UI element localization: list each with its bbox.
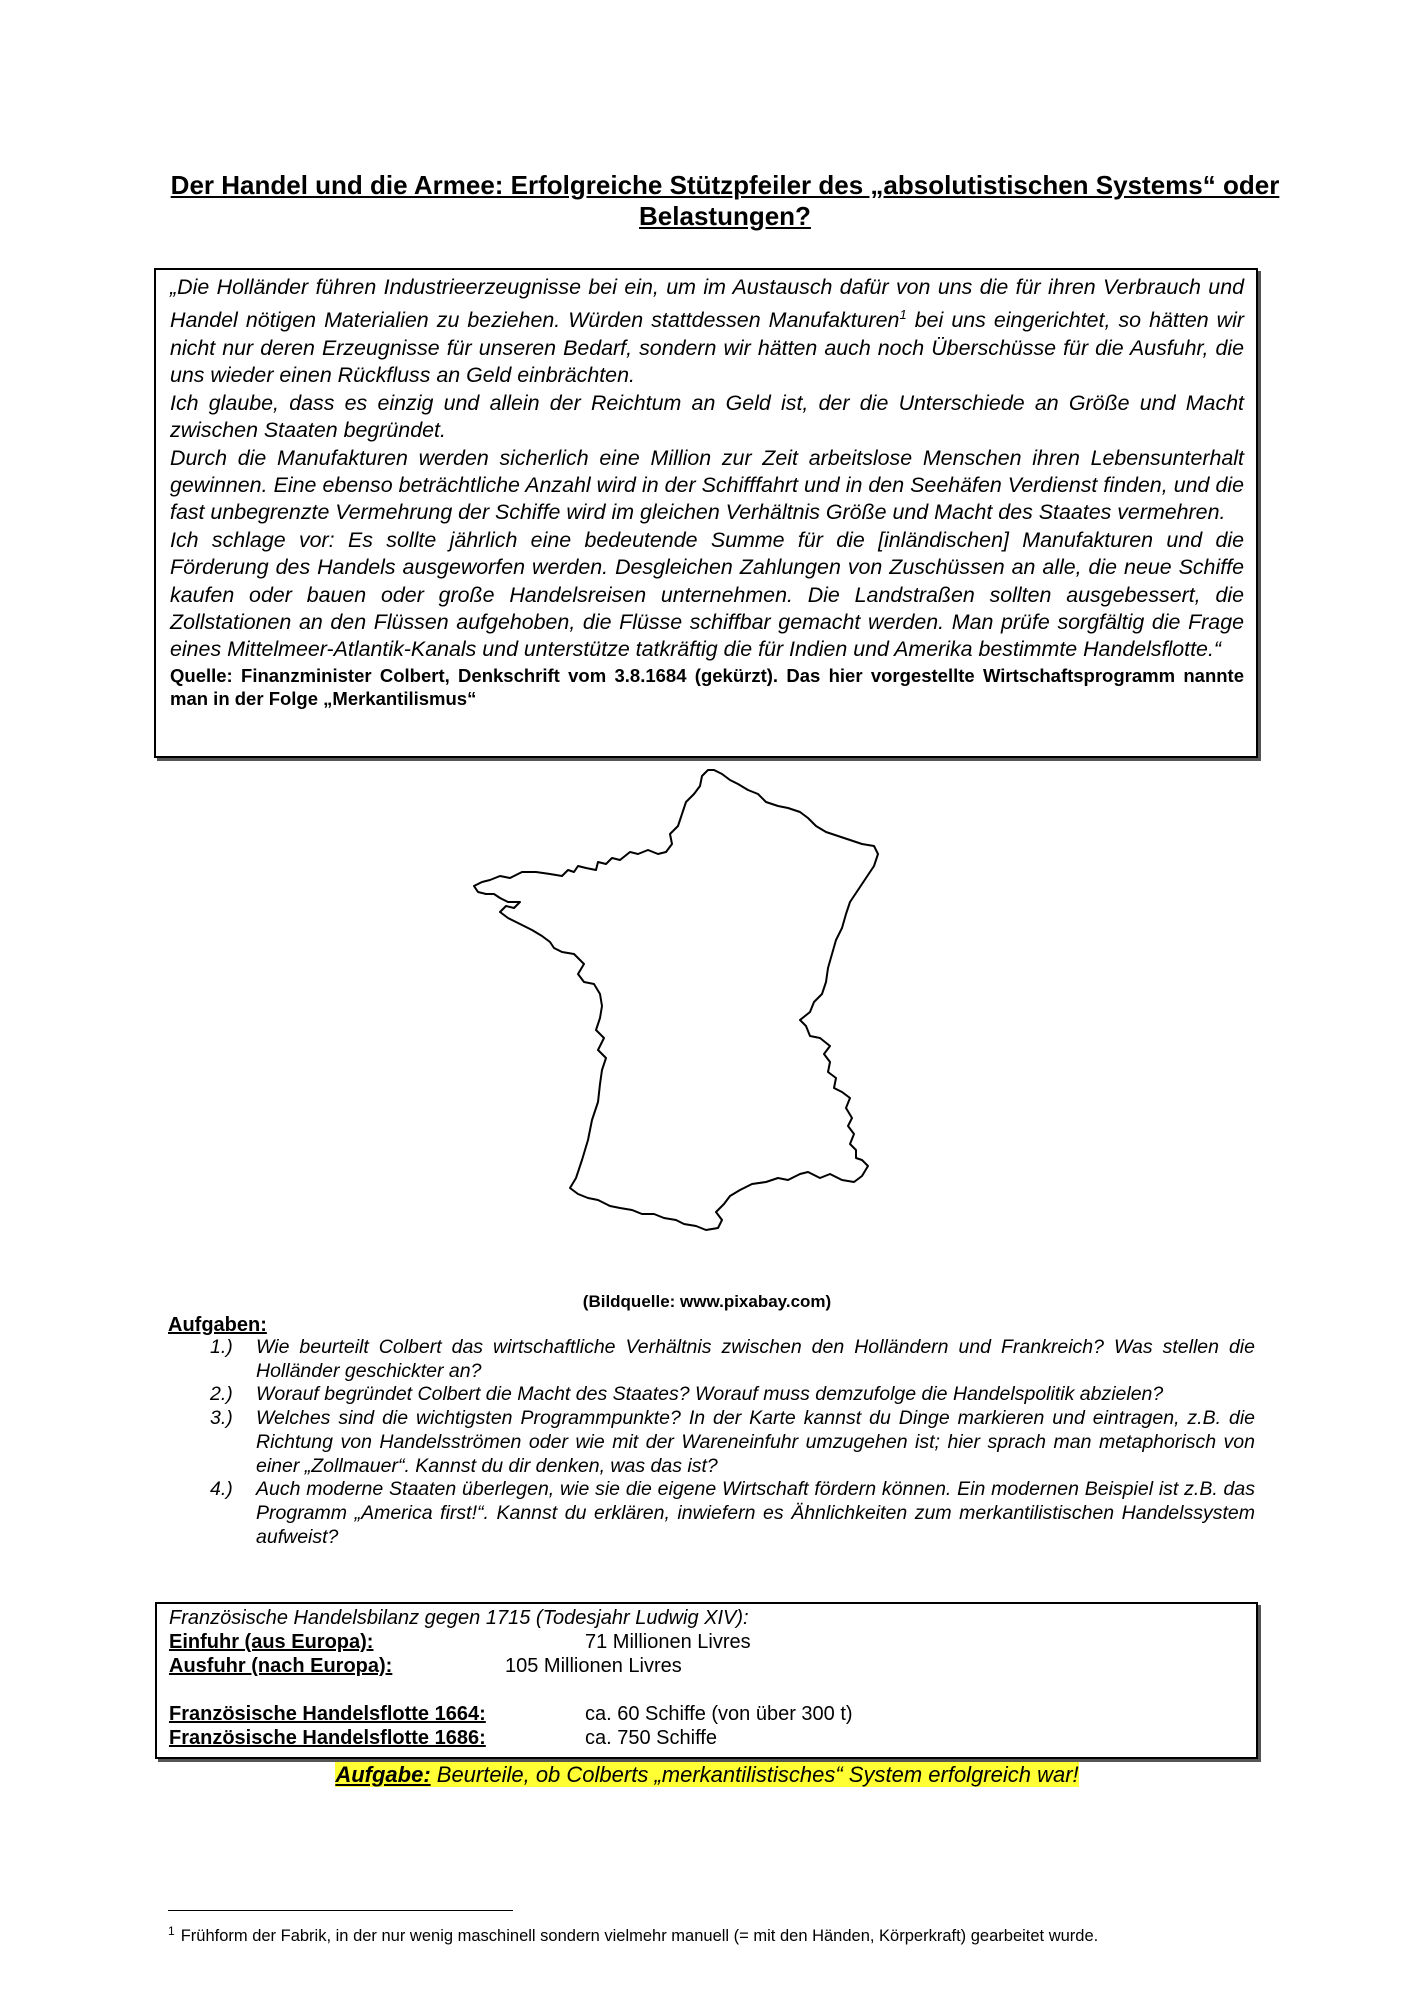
fleet-1686-value: ca. 750 Schiffe (585, 1727, 717, 1749)
fleet-1664-label: Französische Handelsflotte 1664: (169, 1703, 486, 1725)
task-list (210, 1336, 1255, 1549)
task-item-3 (210, 1407, 1255, 1478)
import-label: Einfuhr (aus Europa): (169, 1631, 374, 1653)
footnote-marker: 1 (899, 307, 907, 323)
quote-paragraph (170, 274, 1244, 390)
trade-intro: Französische Handelsbilanz gegen 1715 (Todesjahr Ludwig XIV): (169, 1607, 749, 1629)
image-source: (Bildquelle: www.pixabay.com) (582, 1292, 832, 1311)
task-text: Welches sind die wichtigsten Programmpunkte? In der Karte kannst du Dinge markieren und eintragen, z.B. die Richtung von Handelsströmen oder wie mit der Wareneinfuhr umzugehen ist; hier sprach man metaphorisch von einer „Zollmauer“. Kannst du dir denken, was das ist? (256, 1407, 1255, 1477)
task-text: Worauf begründet Colbert die Macht des Staates? Worauf muss demzufolge die Handelspolitik abzielen? (256, 1383, 1164, 1406)
france-map (470, 768, 980, 1250)
fleet-1686-row (169, 1726, 1244, 1750)
footnote-number: 1 (168, 1924, 175, 1938)
fleet-1664-row (169, 1702, 1244, 1726)
task-item-2 (210, 1383, 1255, 1407)
task-number: 3.) (210, 1407, 233, 1430)
final-task (0, 1762, 1414, 1788)
import-value: 71 Millionen Livres (585, 1631, 751, 1653)
quote-paragraph-2: Ich glaube, dass es einzig und allein der Reichtum an Geld ist, der die Unterschiede an Größe und Macht zwischen Staaten begründet. (170, 390, 1244, 443)
trade-balance-box (155, 1602, 1258, 1759)
import-row (169, 1630, 1244, 1654)
quote-paragraph-4: Ich schlage vor: Es sollte jährlich eine bedeutende Summe für die [inländischen] Manufakturen und die Förderung des Handels ausgeworfen werden. Desgleichen Zahlungen von Zuschüssen an alle, die neue Schiffe kaufen oder bauen oder große Handelsreisen unternehmen. Die Landstraßen sollten ausgebessert, die Zollstationen an den Flüssen aufgehoben, die Flüsse schiffbar gemacht werden. Man prüfe sorgfältig die Frage eines Mittelmeer-Atlantik-Kanals und unterstütze tatkräftig die für Indien und Amerika bestimmte Handelsflotte.“ (170, 527, 1244, 662)
export-label: Ausfuhr (nach Europa): (169, 1655, 393, 1677)
quote-text (170, 274, 1244, 664)
task-item-4 (210, 1478, 1255, 1549)
footnote-divider (168, 1910, 513, 1911)
final-task-text: Beurteile, ob Colberts „merkantilistisches“ System erfolgreich war! (430, 1762, 1079, 1787)
fleet-1686-label: Französische Handelsflotte 1686: (169, 1727, 486, 1749)
task-number: 2.) (210, 1383, 233, 1406)
tasks-heading: Aufgaben: (168, 1314, 267, 1336)
task-number: 1.) (210, 1336, 233, 1358)
final-task-highlight (335, 1762, 1078, 1787)
footnote-text: Frühform der Fabrik, in der nur wenig maschinell sondern vielmehr manuell (= mit den Händen, Körperkraft) gearbeitet wurde. (180, 1927, 1099, 1945)
quote-paragraph-1a: „Die Holländer führen Industrieerzeugnisse bei ein, um im Austausch dafür von uns die für ihren Verbrauch und Handel nötigen Materialien zu beziehen. Würden stattdessen Manufakturen (170, 275, 1244, 333)
quote-box (154, 268, 1258, 758)
task-item-1 (210, 1336, 1255, 1383)
task-text: Auch moderne Staaten überlegen, wie sie die eigene Wirtschaft fördern können. Ein modernen Beispiel ist z.B. das Programm „America first!“. Kannst du erklären, inwiefern es Ähnlichkeiten zum merkantilistischen Handelssystem aufweist? (256, 1478, 1255, 1548)
final-task-label: Aufgabe: (335, 1762, 431, 1787)
export-value: 105 Millionen Livres (505, 1655, 682, 1677)
export-row (169, 1654, 1244, 1678)
footnote (168, 1924, 1098, 1946)
task-number: 4.) (210, 1478, 233, 1501)
quote-paragraph-3: Durch die Manufakturen werden sicherlich eine Million zur Zeit arbeitslose Menschen ihren Lebensunterhalt gewinnen. Eine ebenso beträchtliche Anzahl wird in der Schifffahrt und in den Seehäfen Verdienst finden, und die fast unbegrenzte Vermehrung der Schiffe wird im gleichen Verhältnis Größe und Macht des Staates vermehren. (170, 445, 1244, 525)
fleet-1664-value: ca. 60 Schiffe (von über 300 t) (585, 1703, 853, 1725)
france-outline-map-icon (470, 768, 980, 1250)
page-title: Der Handel und die Armee: Erfolgreiche Stützpfeiler des „absolutistischen Systems“ oder Belastungen? (170, 170, 1280, 231)
task-text: Wie beurteilt Colbert das wirtschaftliche Verhältnis zwischen den Holländern und Frankreich? Was stellen die Holländer geschickter an? (256, 1336, 1255, 1382)
quote-paragraph-1b: bei uns eingerichtet, so hätten wir nicht nur deren Erzeugnisse für unseren Bedarf, sondern wir hätten auch noch Überschüsse für die Ausfuhr, die uns wieder einen Rückfluss an Geld einbrächten. (170, 308, 1244, 388)
quote-source: Quelle: Finanzminister Colbert, Denkschrift vom 3.8.1684 (gekürzt). Das hier vorgestellte Wirtschaftsprogramm nannte man in der Folge „Merkantilismus“ (170, 664, 1244, 709)
